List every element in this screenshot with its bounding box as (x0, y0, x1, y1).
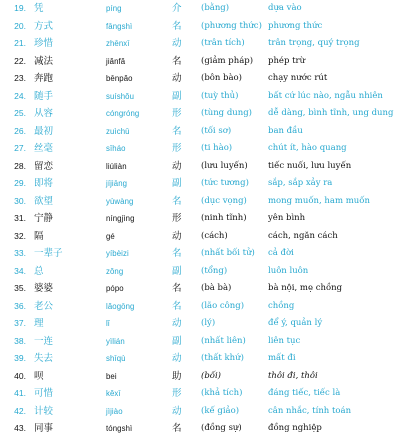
vietnamese-meaning: phép trừ (268, 55, 306, 66)
pinyin: zǒng (106, 266, 124, 276)
pinyin: tóngshì (106, 424, 133, 433)
entry-number: 41. (14, 388, 26, 398)
han-viet-reading: (đồng sự) (201, 423, 242, 433)
pinyin: pópo (106, 284, 124, 293)
chinese-word: 最初 (34, 125, 54, 137)
pinyin: liúliàn (106, 161, 127, 171)
chinese-word: 留恋 (34, 160, 54, 172)
entry-number: 23. (14, 73, 26, 83)
part-of-speech: 名 (172, 300, 182, 312)
part-of-speech: 副 (172, 178, 182, 189)
chinese-word: 同事 (34, 423, 54, 434)
vocab-row (0, 228, 400, 246)
vietnamese-meaning: mất đi (268, 353, 296, 363)
pinyin: yìlián (106, 336, 125, 346)
han-viet-reading: (dục vọng) (201, 195, 247, 206)
entry-number: 37. (14, 318, 26, 328)
part-of-speech: 动 (172, 73, 182, 84)
vocab-row (0, 368, 400, 386)
vietnamese-meaning: sắp, sắp xảy ra (268, 178, 333, 188)
part-of-speech: 形 (172, 388, 182, 399)
pinyin: yíbèizi (106, 249, 129, 258)
vocab-row (0, 263, 400, 281)
han-viet-reading: (kế giảo) (201, 405, 240, 416)
vocab-row (0, 298, 400, 316)
chinese-word: 计较 (34, 405, 54, 417)
chinese-word: 方式 (34, 20, 54, 32)
entry-number: 39. (14, 353, 26, 363)
vocab-row (0, 18, 400, 36)
entry-number: 29. (14, 178, 26, 188)
pinyin: yùwàng (106, 196, 134, 206)
han-viet-reading: (lý) (201, 318, 216, 328)
part-of-speech: 形 (172, 143, 182, 154)
vietnamese-meaning: dễ dàng, bình tĩnh, ung dung (268, 108, 394, 118)
part-of-speech: 动 (172, 230, 182, 242)
part-of-speech: 名 (172, 248, 182, 259)
han-viet-reading: (cách) (201, 230, 228, 241)
han-viet-reading: (bôn bào) (201, 73, 242, 83)
part-of-speech: 名 (172, 195, 182, 207)
han-viet-reading: (thất khứ) (201, 353, 244, 363)
chinese-word: 奔跑 (34, 73, 54, 84)
vietnamese-meaning: chồng (268, 300, 295, 311)
pinyin: zuìchū (106, 126, 130, 136)
entry-number: 34. (14, 265, 26, 276)
vietnamese-meaning: luôn luôn (268, 265, 309, 276)
vietnamese-meaning: chạy nước rút (268, 73, 328, 83)
pinyin: sīháo (106, 144, 126, 153)
entry-number: 31. (14, 213, 26, 223)
entry-number: 43. (14, 423, 26, 433)
han-viet-reading: (phương thức) (201, 20, 262, 31)
vocab-row (0, 0, 400, 18)
chinese-word: 凭 (34, 3, 44, 14)
vocab-row (0, 123, 400, 141)
vietnamese-meaning: bất cứ lúc nào, ngẫu nhiên (268, 90, 383, 101)
part-of-speech: 形 (172, 108, 182, 119)
chinese-word: 可惜 (34, 388, 54, 399)
part-of-speech: 介 (172, 3, 182, 14)
pinyin: shīqù (106, 354, 126, 363)
vocab-row (0, 280, 400, 298)
chinese-word: 总 (34, 265, 44, 277)
vietnamese-meaning: để ý, quản lý (268, 318, 323, 328)
vocab-row (0, 403, 400, 421)
entry-number: 42. (14, 405, 26, 416)
part-of-speech: 助 (172, 370, 182, 382)
part-of-speech: 副 (172, 265, 182, 277)
entry-number: 32. (14, 230, 26, 241)
vocab-row (0, 350, 400, 368)
pinyin: kěxī (106, 389, 121, 398)
vocab-row (0, 70, 400, 88)
pinyin: jiǎnfǎ (106, 56, 126, 66)
han-viet-reading: (giảm pháp) (201, 55, 254, 66)
pinyin: zhēnxī (106, 39, 130, 48)
entry-number: 24. (14, 90, 26, 101)
chinese-word: 宁静 (34, 213, 54, 224)
vocab-row (0, 88, 400, 106)
vocab-row (0, 420, 400, 438)
chinese-word: 减法 (34, 55, 54, 67)
vocab-row (0, 140, 400, 158)
chinese-word: 欲望 (34, 195, 54, 207)
han-viet-reading: (bà bà) (201, 283, 232, 293)
han-viet-reading: (ti hào) (201, 143, 233, 153)
vocab-row (0, 53, 400, 71)
entry-number: 26. (14, 125, 26, 136)
part-of-speech: 名 (172, 283, 182, 294)
vietnamese-meaning: dựa vào (268, 3, 302, 13)
han-viet-reading: (ninh tĩnh) (201, 213, 247, 223)
entry-number: 38. (14, 335, 26, 346)
part-of-speech: 名 (172, 125, 182, 137)
pinyin: jíjiāng (106, 179, 128, 188)
chinese-word: 隔 (34, 230, 44, 242)
part-of-speech: 动 (172, 318, 182, 329)
chinese-word: 理 (34, 318, 44, 329)
vocab-row (0, 35, 400, 53)
vietnamese-meaning: yên bình (268, 213, 306, 223)
chinese-word: 即将 (34, 178, 54, 189)
vietnamese-meaning: cách, ngăn cách (268, 230, 338, 241)
vietnamese-meaning: thôi đi, thôi (268, 370, 318, 381)
entry-number: 33. (14, 248, 26, 258)
vietnamese-meaning: đồng nghiệp (268, 423, 322, 433)
part-of-speech: 动 (172, 353, 182, 364)
vocab-row (0, 245, 400, 263)
chinese-word: 丝毫 (34, 143, 54, 154)
part-of-speech: 名 (172, 423, 182, 434)
entry-number: 20. (14, 20, 26, 31)
pinyin: jìjiào (106, 406, 123, 416)
pinyin: bei (106, 371, 117, 381)
entry-number: 35. (14, 283, 26, 293)
chinese-word: 随手 (34, 90, 54, 102)
part-of-speech: 动 (172, 405, 182, 417)
vocab-row (0, 315, 400, 333)
chinese-word: 珍惜 (34, 38, 54, 49)
part-of-speech: 副 (172, 90, 182, 102)
han-viet-reading: (khả tích) (201, 388, 243, 398)
han-viet-reading: (tùng dung) (201, 108, 252, 118)
vietnamese-meaning: liên tục (268, 335, 301, 346)
entry-number: 27. (14, 143, 26, 153)
han-viet-reading: (bối) (201, 370, 221, 381)
vietnamese-meaning: cân nhắc, tính toán (268, 405, 352, 416)
han-viet-reading: (tuỳ thủ) (201, 90, 239, 101)
pinyin: suíshǒu (106, 91, 135, 101)
vietnamese-meaning: trân trọng, quý trọng (268, 38, 360, 48)
vietnamese-meaning: đáng tiếc, tiếc là (268, 388, 341, 398)
chinese-word: 失去 (34, 353, 54, 364)
part-of-speech: 动 (172, 38, 182, 49)
han-viet-reading: (lão công) (201, 300, 245, 311)
han-viet-reading: (trân tích) (201, 38, 245, 48)
han-viet-reading: (tổng) (201, 265, 228, 276)
pinyin: píng (106, 4, 122, 13)
entry-number: 30. (14, 195, 26, 206)
entry-number: 21. (14, 38, 26, 48)
entry-number: 19. (14, 3, 26, 13)
pinyin: lǎogōng (106, 301, 135, 311)
vocab-row (0, 333, 400, 351)
entry-number: 36. (14, 300, 26, 311)
part-of-speech: 名 (172, 55, 182, 67)
chinese-word: 从容 (34, 108, 54, 119)
vietnamese-meaning: chút ít, hào quang (268, 143, 347, 153)
vietnamese-meaning: phương thức (268, 20, 323, 31)
entry-number: 22. (14, 55, 26, 66)
vietnamese-meaning: tiếc nuối, lưu luyến (268, 160, 352, 171)
vocab-row (0, 158, 400, 176)
han-viet-reading: (tối sơ) (201, 125, 232, 136)
pinyin: fāngshì (106, 21, 133, 31)
han-viet-reading: (lưu luyến) (201, 160, 248, 171)
vocab-row (0, 175, 400, 193)
pinyin: bēnpǎo (106, 74, 133, 83)
pinyin: cóngróng (106, 109, 140, 118)
han-viet-reading: (nhất liên) (201, 335, 246, 346)
vocab-row (0, 193, 400, 211)
vietnamese-meaning: cả đời (268, 248, 294, 258)
vietnamese-meaning: bà nội, mẹ chồng (268, 283, 343, 293)
entry-number: 25. (14, 108, 26, 118)
han-viet-reading: (tức tương) (201, 178, 249, 188)
entry-number: 28. (14, 160, 26, 171)
han-viet-reading: (bằng) (201, 3, 230, 13)
chinese-word: 婆婆 (34, 283, 54, 294)
vietnamese-meaning: mong muốn, ham muốn (268, 195, 370, 206)
vocab-row (0, 105, 400, 123)
part-of-speech: 动 (172, 160, 182, 172)
entry-number: 40. (14, 370, 26, 381)
part-of-speech: 名 (172, 20, 182, 32)
han-viet-reading: (nhất bối tử) (201, 248, 255, 258)
chinese-word: 老公 (34, 300, 54, 312)
part-of-speech: 副 (172, 335, 182, 347)
pinyin: níngjìng (106, 214, 135, 223)
vocab-row (0, 210, 400, 228)
chinese-word: 呗 (34, 370, 44, 382)
pinyin: gé (106, 231, 115, 241)
pinyin: lǐ (106, 319, 110, 328)
vietnamese-meaning: ban đầu (268, 125, 303, 136)
chinese-word: 一辈子 (34, 248, 63, 259)
part-of-speech: 形 (172, 213, 182, 224)
chinese-word: 一连 (34, 335, 54, 347)
